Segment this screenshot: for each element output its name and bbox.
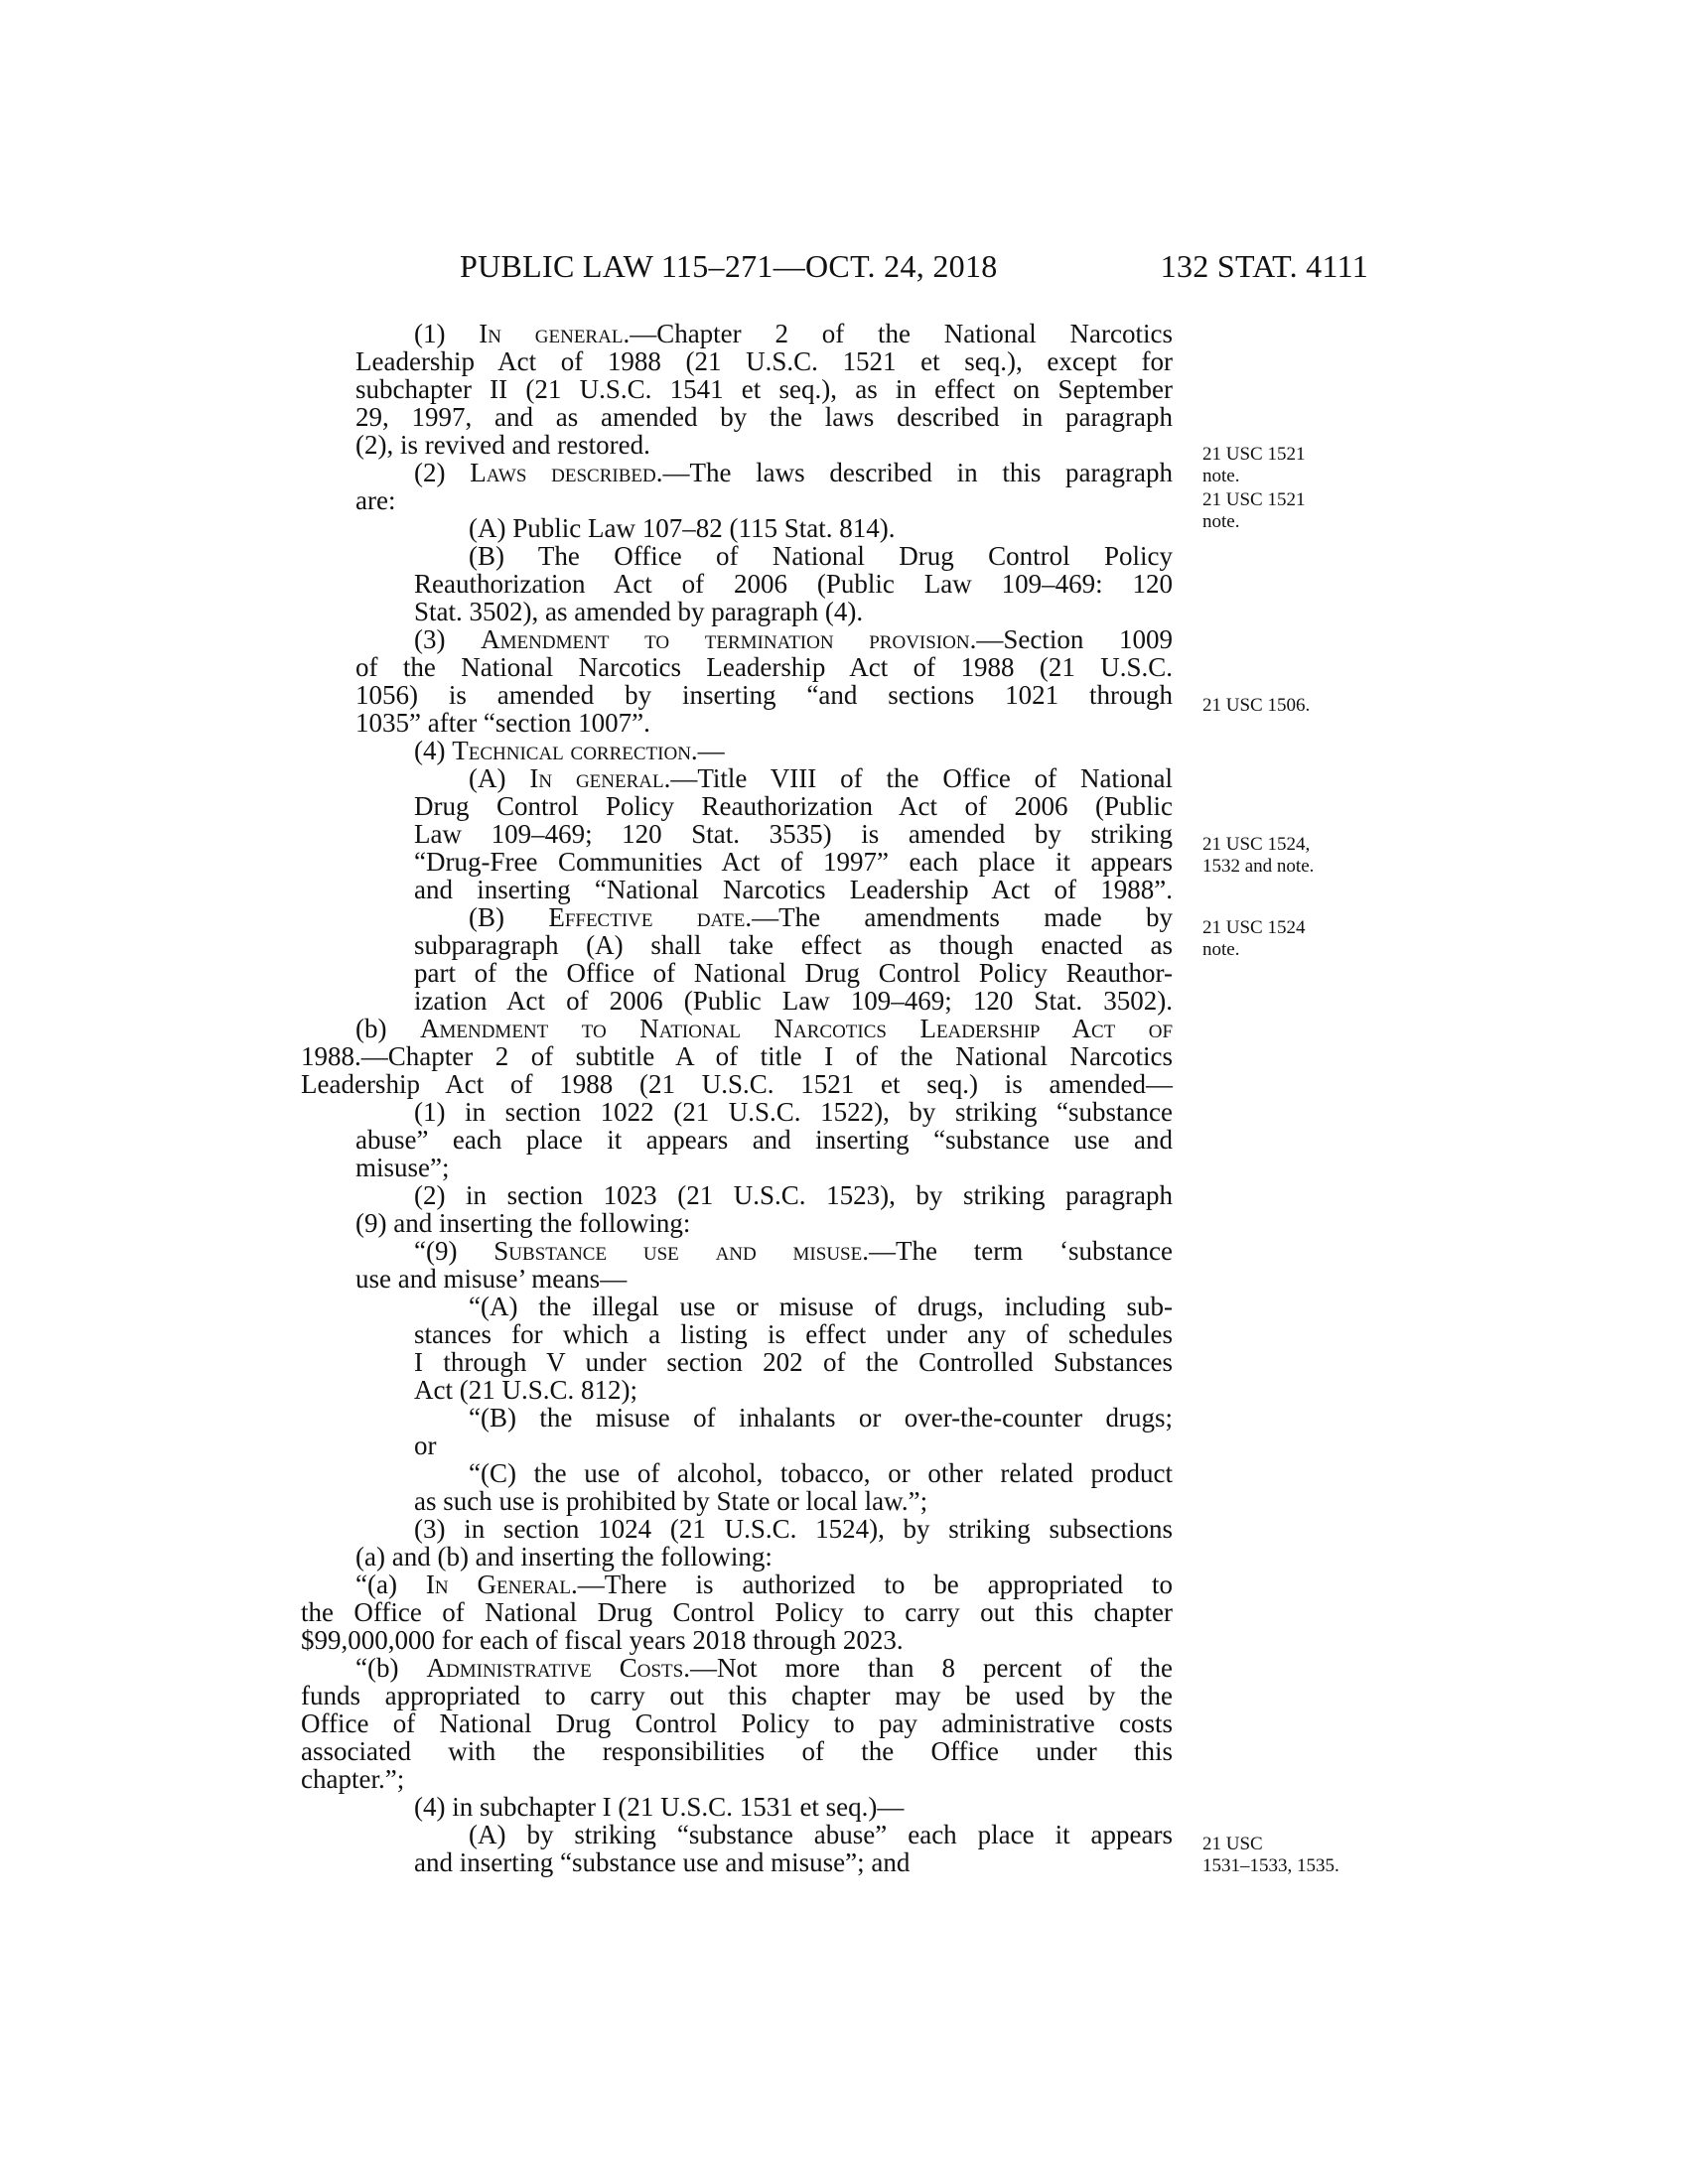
text-line: [414, 1515, 1173, 1543]
text-line: [355, 1543, 773, 1570]
text-run: the Office of National Drug Control Policy to carry out this chapter: [301, 1597, 1173, 1627]
text-run: (1) in section 1022 (21 U.S.C. 1522), by striking “substance: [414, 1097, 1173, 1127]
text-line: [414, 876, 1173, 903]
text-line: [414, 1848, 910, 1876]
text-line: [414, 459, 1173, 486]
text-line: [355, 1209, 690, 1237]
text-line: [469, 542, 1173, 570]
section-heading: Technical correction: [452, 736, 691, 765]
text-line: [414, 792, 1173, 820]
text-line: [301, 1626, 904, 1654]
text-run: .—There is authorized to be appropriated to: [570, 1570, 1173, 1599]
text-line: [414, 598, 863, 625]
section-heading: Laws described: [470, 458, 656, 487]
text-run: (A) by striking “substance abuse” each place it appears: [469, 1820, 1173, 1849]
text-run: “Drug-Free Communities Act of 1997” each place it appears: [414, 847, 1173, 877]
text-line: [414, 320, 1173, 347]
text-line: [469, 1459, 1173, 1487]
text-run: (2): [414, 458, 471, 487]
text-line: [414, 570, 1173, 598]
margin-citation: 21 USC 1521: [1202, 489, 1306, 510]
text-run: use and misuse’ means—: [355, 1264, 628, 1294]
text-line: [414, 1098, 1173, 1126]
text-line: [301, 1042, 1173, 1070]
text-line: [301, 1070, 1173, 1098]
text-line: [301, 1598, 1173, 1626]
text-line: [355, 681, 1173, 709]
text-line: [414, 820, 1173, 848]
margin-citation: note.: [1202, 939, 1240, 960]
text-run: .—: [690, 736, 725, 765]
text-line: [469, 1404, 1173, 1432]
text-run: 1035” after “section 1007”.: [355, 708, 650, 738]
section-heading: Amendment to termination provision: [481, 624, 970, 654]
text-line: [414, 1181, 1173, 1209]
text-run: 1988.—Chapter 2 of subtitle A of title I of the National Narcotics: [301, 1041, 1173, 1071]
section-heading: Substance use and misuse: [493, 1236, 863, 1266]
text-run: 1056) is amended by inserting “and sections 1021 through: [355, 680, 1173, 710]
text-run: and inserting “National Narcotics Leadership Act of 1988”.: [414, 875, 1173, 904]
text-run: and inserting “substance use and misuse”; and: [414, 1847, 911, 1877]
section-heading: In General: [425, 1570, 571, 1599]
text-run: .—Not more than 8 percent of the: [683, 1653, 1174, 1683]
margin-citation: 21 USC 1524,: [1202, 834, 1311, 855]
margin-citation: 21 USC 1521: [1202, 444, 1306, 465]
text-line: [355, 486, 395, 514]
text-run: I through V under section 202 of the Controlled Substances: [414, 1347, 1173, 1377]
text-run: Office of National Drug Control Policy to pay administrative costs: [301, 1708, 1173, 1738]
text-run: subparagraph (A) shall take effect as though enacted as: [414, 930, 1173, 960]
section-heading: In general: [479, 319, 624, 348]
text-line: [301, 1709, 1173, 1737]
text-run: (A): [469, 763, 530, 793]
text-line: [355, 1265, 627, 1293]
running-head-title: PUBLIC LAW 115–271—OCT. 24, 2018: [460, 248, 998, 284]
text-run: misuse”;: [355, 1153, 450, 1182]
text-run: (B): [469, 902, 549, 932]
text-run: (b): [355, 1014, 420, 1043]
text-run: (2), is revived and restored.: [355, 430, 650, 460]
text-run: “(A) the illegal use or misuse of drugs, including sub-: [469, 1292, 1173, 1321]
text-run: (4): [414, 736, 453, 765]
text-run: stances for which a listing is effect under any of schedules: [414, 1319, 1173, 1349]
text-line: [301, 1765, 404, 1793]
text-line: [469, 514, 895, 542]
page-stat-number: 132 STAT. 4111: [1160, 248, 1368, 284]
text-run: .—Chapter 2 of the National Narcotics: [623, 319, 1173, 348]
text-run: Law 109–469; 120 Stat. 3535) is amended by striking: [414, 819, 1173, 849]
text-line: [469, 764, 1173, 792]
margin-citation: note.: [1202, 511, 1240, 532]
text-run: .—Section 1009: [969, 624, 1173, 654]
section-heading: Administrative Costs: [426, 1653, 684, 1683]
text-run: (9) and inserting the following:: [355, 1208, 691, 1238]
text-run: Stat. 3502), as amended by paragraph (4).: [414, 597, 864, 626]
text-run: Reauthorization Act of 2006 (Public Law 109–469: 120: [414, 569, 1173, 599]
text-line: [355, 1126, 1173, 1154]
text-run: $99,000,000 for each of fiscal years 2018 through 2023.: [301, 1625, 904, 1655]
text-run: Act (21 U.S.C. 812);: [414, 1375, 637, 1405]
text-line: [414, 987, 1173, 1015]
text-run: Drug Control Policy Reauthorization Act of 2006 (Public: [414, 791, 1173, 821]
text-line: [469, 1293, 1173, 1320]
text-run: associated with the responsibilities of the Office under this: [301, 1736, 1173, 1766]
text-line: [355, 1570, 1173, 1598]
text-run: .—The amendments made by: [745, 902, 1173, 932]
text-line: [414, 1320, 1173, 1348]
text-line: [355, 709, 650, 737]
text-line: [355, 403, 1173, 431]
text-line: [414, 1432, 437, 1459]
text-line: [414, 625, 1173, 653]
text-run: .—The laws described in this paragraph: [655, 458, 1173, 487]
section-heading: In general: [529, 763, 664, 793]
text-line: [414, 1487, 927, 1515]
text-run: part of the Office of National Drug Control Policy Reauthor-: [414, 958, 1173, 988]
text-line: [414, 1793, 904, 1821]
text-line: [355, 375, 1173, 403]
text-line: [414, 737, 725, 764]
text-line: [414, 959, 1173, 987]
text-run: Leadership Act of 1988 (21 U.S.C. 1521 et seq.) is amended—: [301, 1069, 1173, 1099]
text-run: “(C) the use of alcohol, tobacco, or other related product: [469, 1458, 1173, 1488]
text-line: [355, 1154, 450, 1181]
text-line: [414, 1348, 1173, 1376]
text-line: [355, 347, 1173, 375]
text-run: (a) and (b) and inserting the following:: [355, 1542, 773, 1571]
text-run: are:: [355, 485, 396, 515]
text-run: “(b): [355, 1653, 427, 1683]
text-line: [355, 431, 650, 459]
text-run: (A) Public Law 107–82 (115 Stat. 814).: [469, 513, 896, 543]
text-run: 29, 1997, and as amended by the laws described in paragraph: [355, 402, 1173, 432]
text-run: “(a): [355, 1570, 426, 1599]
text-run: of the National Narcotics Leadership Act of 1988 (21 U.S.C.: [355, 652, 1173, 682]
text-run: .—Title VIII of the Office of National: [663, 763, 1174, 793]
text-line: [355, 1015, 1173, 1042]
text-run: ization Act of 2006 (Public Law 109–469; 120 Stat. 3502).: [414, 986, 1173, 1016]
text-run: (2) in section 1023 (21 U.S.C. 1523), by striking paragraph: [414, 1180, 1173, 1210]
text-run: (3) in section 1024 (21 U.S.C. 1524), by striking subsections: [414, 1514, 1173, 1544]
text-run: Leadership Act of 1988 (21 U.S.C. 1521 et seq.), except for: [355, 346, 1173, 376]
text-line: [414, 1237, 1173, 1265]
margin-citation: 21 USC: [1202, 1834, 1263, 1854]
text-run: .—The term ‘substance: [862, 1236, 1173, 1266]
text-line: [414, 931, 1173, 959]
margin-citation: 1532 and note.: [1202, 856, 1315, 877]
text-run: abuse” each place it appears and inserting “substance use and: [355, 1125, 1173, 1155]
text-run: “(B) the misuse of inhalants or over-the-counter drugs;: [469, 1403, 1173, 1433]
margin-citation: 21 USC 1506.: [1202, 695, 1311, 716]
section-heading: Amendment to National Narcotics Leadership Act of: [419, 1014, 1174, 1043]
text-run: or: [414, 1431, 437, 1460]
section-heading: Effective date: [548, 902, 746, 932]
margin-citation: 21 USC 1524: [1202, 917, 1306, 938]
text-line: [469, 903, 1173, 931]
text-run: (4) in subchapter I (21 U.S.C. 1531 et seq.)—: [414, 1792, 905, 1822]
text-run: funds appropriated to carry out this chapter may be used by the: [301, 1681, 1173, 1710]
text-line: [414, 1376, 637, 1404]
text-line: [414, 848, 1173, 876]
text-line: [355, 653, 1173, 681]
text-line: [355, 1654, 1173, 1682]
text-run: “(9): [414, 1236, 494, 1266]
text-run: subchapter II (21 U.S.C. 1541 et seq.), as in effect on September: [355, 374, 1173, 404]
text-line: [301, 1682, 1173, 1709]
text-run: (B) The Office of National Drug Control Policy: [469, 541, 1173, 571]
text-line: [469, 1821, 1173, 1848]
margin-citation: note.: [1202, 466, 1240, 486]
text-run: (1): [414, 319, 480, 348]
text-run: chapter.”;: [301, 1764, 405, 1794]
margin-citation: 1531–1533, 1535.: [1202, 1855, 1339, 1876]
text-line: [301, 1737, 1173, 1765]
text-run: as such use is prohibited by State or local law.”;: [414, 1486, 928, 1516]
text-run: (3): [414, 624, 482, 654]
